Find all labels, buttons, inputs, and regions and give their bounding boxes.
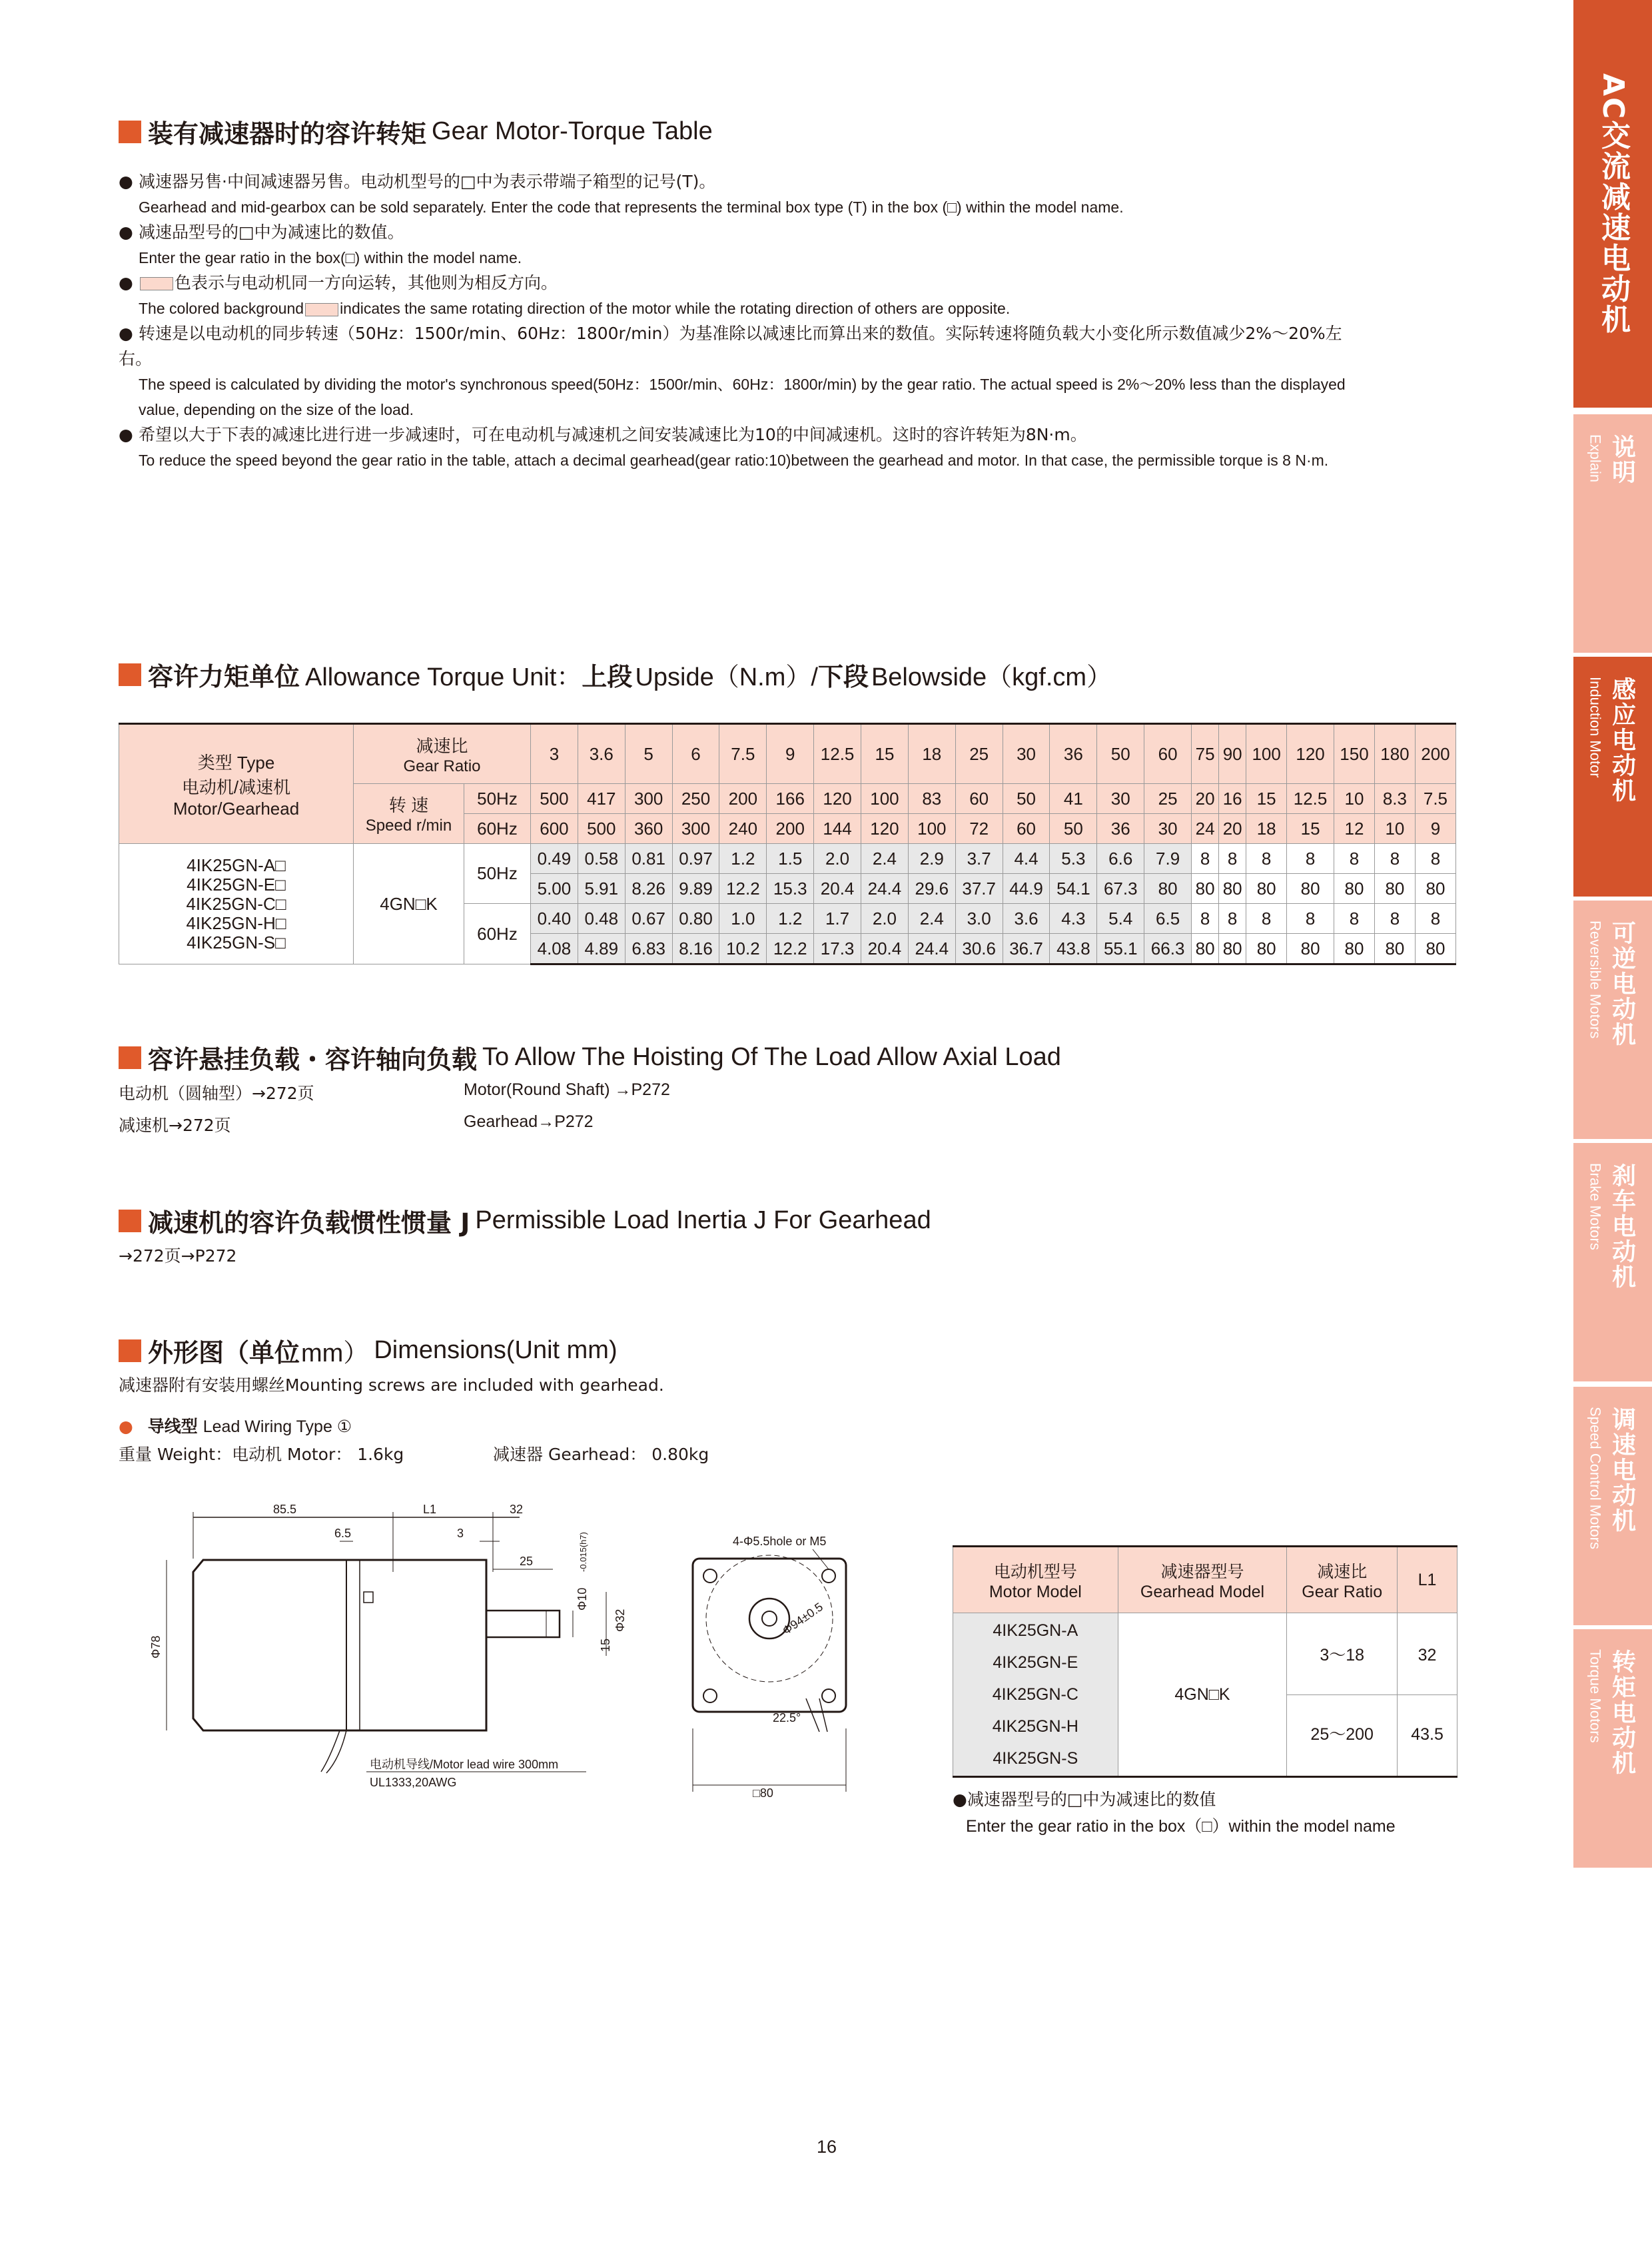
note-3-en: The colored background indicates the same rotating direction of the motor while the rotating direction of others are opposite. xyxy=(139,300,1011,317)
torque-60-nm-cell: 4.3 xyxy=(1050,904,1097,934)
torque-60-kgf-cell: 55.1 xyxy=(1097,934,1144,964)
speed-50-cell: 15 xyxy=(1246,784,1287,814)
dim-phi10: Φ10 xyxy=(576,1587,589,1611)
torque-50-nm-cell: 5.3 xyxy=(1050,844,1097,874)
torque-60-kgf-cell: 30.6 xyxy=(955,934,1003,964)
dims-note-en: Enter the gear ratio in the box（□）within the model name xyxy=(966,1817,1396,1836)
hole-label: 4-Φ5.5hole or M5 xyxy=(733,1535,827,1548)
note-1-en: Gearhead and mid-gearbox can be sold separately. Enter the code that represents the terminal box type (T) in the box (□) within the model name. xyxy=(139,198,1124,216)
title-en: Permissible Load Inertia J For Gearhead xyxy=(475,1206,931,1234)
notes-block xyxy=(119,169,1451,473)
torque-50-kgf-cell: 80 xyxy=(1192,874,1219,904)
torque-60-kgf-cell: 6.83 xyxy=(625,934,672,964)
dim-15: 15 xyxy=(599,1638,612,1652)
speed-60-cell: 300 xyxy=(672,814,719,844)
speed-50-cell: 417 xyxy=(578,784,625,814)
ratio-cell: 60 xyxy=(1144,724,1192,784)
speed-50-cell: 100 xyxy=(861,784,909,814)
speed-50-cell: 60 xyxy=(955,784,1003,814)
torque-50-nm-cell: 8 xyxy=(1246,844,1287,874)
side-tab-label-zh: 感应电动机 xyxy=(1608,677,1636,803)
weight-motor: 重量 Weight：电动机 Motor： 1.6kg xyxy=(119,1445,404,1464)
speed-60-cell: 100 xyxy=(908,814,955,844)
torque-60-nm-cell: 8 xyxy=(1219,904,1246,934)
title-marker-icon xyxy=(119,1339,141,1362)
hz60-label: 60Hz xyxy=(464,814,531,844)
ratio-cell: 30 xyxy=(1003,724,1050,784)
speed-60-cell: 360 xyxy=(625,814,672,844)
speed-60-cell: 60 xyxy=(1003,814,1050,844)
side-tab-label-en: Speed Control Motors xyxy=(1587,1407,1604,1549)
dim-25: 25 xyxy=(520,1555,534,1568)
speed-50-cell: 120 xyxy=(814,784,861,814)
note-4-zh: ● 转速是以电动机的同步转速（50Hz：1500r/min、60Hz：1800r/min）为基准除以减速比而算出来的数值。实际转速将随负载大小变化所示数值减少2%～20%左 xyxy=(119,324,1342,343)
torque-60-kgf-cell: 80 xyxy=(1334,934,1375,964)
torque-60-nm-cell: 0.67 xyxy=(625,904,672,934)
section-title-inertia xyxy=(119,1202,931,1239)
speed-60-cell: 500 xyxy=(578,814,625,844)
torque-60-nm-cell: 0.40 xyxy=(531,904,578,934)
speed-60-cell: 600 xyxy=(531,814,578,844)
side-tab-label-zh: 转矩电动机 xyxy=(1608,1649,1636,1776)
col-gearhead-model: 减速器型号 Gearhead Model xyxy=(1118,1547,1287,1613)
torque-60-kgf-cell: 10.2 xyxy=(719,934,767,964)
side-tab-5[interactable] xyxy=(1573,1387,1652,1625)
title-up-zh: 上段 xyxy=(582,662,633,691)
speed-50-cell: 300 xyxy=(625,784,672,814)
note-4-en: The speed is calculated by dividing the motor's synchronous speed(50Hz：1500r/min、60Hz：1800r/min) by the gear ratio. The actual speed is 2%～20% less than the displayed xyxy=(139,376,1346,393)
torque-50-kgf-cell: 80 xyxy=(1287,874,1334,904)
hoist-gear-zh: 减速机→272页 xyxy=(119,1116,231,1135)
torque-60-kgf-cell: 80 xyxy=(1219,934,1246,964)
torque-60-nm-cell: 8 xyxy=(1415,904,1455,934)
side-tab-6[interactable] xyxy=(1573,1629,1652,1868)
torque-60-nm-cell: 3.6 xyxy=(1003,904,1050,934)
speed-50-cell: 30 xyxy=(1097,784,1144,814)
torque-50-kgf-cell: 24.4 xyxy=(861,874,909,904)
torque-50-nm-cell: 1.2 xyxy=(719,844,767,874)
ratio-cell: 75 xyxy=(1192,724,1219,784)
dim-32: 32 xyxy=(510,1503,524,1516)
hoist-motor-en: Motor(Round Shaft) →P272 xyxy=(464,1080,670,1099)
side-tab-label-en: Reversible Motors xyxy=(1587,921,1604,1039)
title-unit: mm） xyxy=(301,1339,369,1367)
dim-phi94: Φ94±0.5 xyxy=(779,1600,826,1638)
section-title-allowance xyxy=(119,656,1112,693)
weight-gearhead: 减速器 Gearhead： 0.80kg xyxy=(493,1445,709,1464)
speed-60-cell: 72 xyxy=(955,814,1003,844)
bullet-icon: ● xyxy=(119,1417,133,1436)
torque-50-kgf-cell: 5.00 xyxy=(531,874,578,904)
title-zh: 容许悬挂负载・容许轴向负载 xyxy=(148,1045,478,1074)
side-tab-label-en: Explain xyxy=(1587,434,1604,483)
ratio-cell: 18 xyxy=(908,724,955,784)
model-dimension-table xyxy=(953,1545,1457,1778)
torque-50-nm-cell: 0.97 xyxy=(672,844,719,874)
note-4-en2: value, depending on the size of the load. xyxy=(139,401,414,418)
torque-50-nm-cell: 1.5 xyxy=(767,844,814,874)
screws-note: 减速器附有安装用螺丝Mounting screws are included with gearhead. xyxy=(119,1375,664,1395)
torque-60-kgf-cell: 80 xyxy=(1374,934,1415,964)
title-down-en: Belowside（kgf.cm） xyxy=(871,663,1112,691)
torque-60-kgf-cell: 8.16 xyxy=(672,934,719,964)
torque-60-kgf-cell: 17.3 xyxy=(814,934,861,964)
torque-50-kgf-cell: 20.4 xyxy=(814,874,861,904)
torque-50-nm-cell: 8 xyxy=(1334,844,1375,874)
ratio-cell: 50 xyxy=(1097,724,1144,784)
torque-50-nm-cell: 0.81 xyxy=(625,844,672,874)
speed-60-cell: 12 xyxy=(1334,814,1375,844)
side-tab-1[interactable] xyxy=(1573,414,1652,653)
speed-50-cell: 50 xyxy=(1003,784,1050,814)
ratio-cell: 12.5 xyxy=(814,724,861,784)
torque-50-kgf-cell: 8.26 xyxy=(625,874,672,904)
torque-50-nm-cell: 8 xyxy=(1287,844,1334,874)
title-zh: 减速机的容许负载惯性惯量 J xyxy=(148,1208,470,1238)
side-tab-label-zh: 刹车电动机 xyxy=(1608,1163,1636,1290)
ratio-header: 减速比 Gear Ratio xyxy=(354,724,531,784)
speed-60-cell: 15 xyxy=(1287,814,1334,844)
torque-50-kgf-cell: 80 xyxy=(1334,874,1375,904)
torque-50-nm-cell: 7.9 xyxy=(1144,844,1192,874)
side-tab-4[interactable] xyxy=(1573,1143,1652,1381)
type-header: 类型 Type 电动机/减速机 Motor/Gearhead xyxy=(119,724,354,844)
title-marker-icon xyxy=(119,1210,141,1232)
torque-60-kgf-cell: 80 xyxy=(1246,934,1287,964)
torque-60-nm-cell: 8 xyxy=(1246,904,1287,934)
speed-60-cell: 240 xyxy=(719,814,767,844)
torque-50-kgf-cell: 15.3 xyxy=(767,874,814,904)
section-title-torque xyxy=(119,113,713,150)
torque-50-nm-cell: 2.9 xyxy=(908,844,955,874)
ratio-cell: 36 xyxy=(1050,724,1097,784)
speed-50-cell: 7.5 xyxy=(1415,784,1455,814)
torque-60-kgf-cell: 20.4 xyxy=(861,934,909,964)
torque-60-kgf-cell: 36.7 xyxy=(1003,934,1050,964)
l1-cells xyxy=(1398,1613,1457,1777)
speed-50-cell: 41 xyxy=(1050,784,1097,814)
note-1-zh: ● 减速器另售·中间减速器另售。电动机型号的□中为表示带端子箱型的记号(T)。 xyxy=(119,172,716,191)
title-zh: 装有减速器时的容许转矩 xyxy=(148,119,427,149)
torque-table xyxy=(119,723,1456,965)
title-en: Gear Motor-Torque Table xyxy=(432,117,713,145)
speed-50-cell: 12.5 xyxy=(1287,784,1334,814)
speed-50-cell: 10 xyxy=(1334,784,1375,814)
dim-6-5: 6.5 xyxy=(334,1527,352,1540)
torque-50-nm-cell: 2.4 xyxy=(861,844,909,874)
torque-50-kgf-cell: 54.1 xyxy=(1050,874,1097,904)
hz60-label: 60Hz xyxy=(464,904,531,964)
dim-sq80: □80 xyxy=(753,1786,773,1800)
torque-50-nm-cell: 6.6 xyxy=(1097,844,1144,874)
section-title-hoist xyxy=(119,1039,1061,1076)
note-2-en: Enter the gear ratio in the box(□) within the model name. xyxy=(139,249,522,266)
col-motor-model: 电动机型号 Motor Model xyxy=(953,1547,1118,1613)
title-marker-icon xyxy=(119,1046,141,1069)
color-swatch-icon xyxy=(305,303,338,316)
color-swatch-icon xyxy=(140,277,173,290)
ul-label: UL1333,20AWG xyxy=(370,1776,457,1789)
side-tab-label-en: Brake Motors xyxy=(1587,1163,1604,1250)
speed-50-cell: 200 xyxy=(719,784,767,814)
ratio-cell: 120 xyxy=(1287,724,1334,784)
ratio-range-1: 3～18 xyxy=(1287,1616,1397,1695)
torque-50-nm-cell: 8 xyxy=(1219,844,1246,874)
speed-60-cell: 120 xyxy=(861,814,909,844)
speed-60-cell: 24 xyxy=(1192,814,1219,844)
note-5-en: To reduce the speed beyond the gear ratio in the table, attach a decimal gearhead(gear ratio:10)between the gearhead and motor. In that case, the permissible torque is 8 N·m. xyxy=(139,452,1329,469)
side-tab-label-en: Torque Motors xyxy=(1587,1649,1604,1743)
speed-50-cell: 83 xyxy=(908,784,955,814)
title-en: To Allow The Hoisting Of The Load Allow Axial Load xyxy=(482,1043,1061,1071)
torque-50-nm-cell: 8 xyxy=(1374,844,1415,874)
title-zh: 外形图（单位 xyxy=(148,1338,300,1367)
torque-60-nm-cell: 8 xyxy=(1334,904,1375,934)
gearhead-cell: 4GN□K xyxy=(354,844,464,964)
torque-60-kgf-cell: 80 xyxy=(1192,934,1219,964)
torque-50-kgf-cell: 80 xyxy=(1144,874,1192,904)
dim-phi32: Φ32 xyxy=(614,1609,627,1632)
side-tab-label-zh: 说明 xyxy=(1608,434,1636,485)
inertia-ref: →272页→P272 xyxy=(119,1246,237,1266)
speed-60-cell: 36 xyxy=(1097,814,1144,844)
title-marker-icon xyxy=(119,663,141,686)
shaft xyxy=(486,1611,560,1637)
speed-60-cell: 144 xyxy=(814,814,861,844)
torque-60-nm-cell: 3.0 xyxy=(955,904,1003,934)
col-gear-ratio: 减速比 Gear Ratio xyxy=(1287,1547,1398,1613)
torque-60-nm-cell: 1.0 xyxy=(719,904,767,934)
torque-60-nm-cell: 2.4 xyxy=(908,904,955,934)
side-tab-label-zh: 可逆电动机 xyxy=(1608,921,1636,1047)
ratio-cell: 150 xyxy=(1334,724,1375,784)
speed-50-cell: 500 xyxy=(531,784,578,814)
ratio-cell: 90 xyxy=(1219,724,1246,784)
title-en: Allowance Torque Unit： xyxy=(305,663,582,691)
dim-85-5: 85.5 xyxy=(273,1503,297,1516)
torque-50-nm-cell: 8 xyxy=(1192,844,1219,874)
wiring-type: ● 导线型 Lead Wiring Type ① xyxy=(119,1417,352,1436)
ratio-range-2: 25～200 xyxy=(1310,1724,1374,1744)
dimension-drawing xyxy=(147,1499,879,1812)
ratio-cell: 100 xyxy=(1246,724,1287,784)
torque-60-nm-cell: 8 xyxy=(1374,904,1415,934)
ratio-cell: 9 xyxy=(767,724,814,784)
hz50-label: 50Hz xyxy=(464,784,531,814)
torque-50-nm-cell: 0.49 xyxy=(531,844,578,874)
l1-value-1: 32 xyxy=(1398,1616,1457,1695)
torque-50-nm-cell: 0.58 xyxy=(578,844,625,874)
torque-60-kgf-cell: 43.8 xyxy=(1050,934,1097,964)
note-3-zh: ● 色表示与电动机同一方向运转，其他则为相反方向。 xyxy=(119,273,558,292)
dims-note-zh: ●减速器型号的□中为减速比的数值 xyxy=(953,1790,1216,1809)
dim-l1: L1 xyxy=(423,1503,437,1516)
dim-22-5: 22.5° xyxy=(773,1711,801,1724)
dim-3: 3 xyxy=(457,1527,464,1540)
torque-50-kgf-cell: 29.6 xyxy=(908,874,955,904)
lead-wire-label: 电动机导线/Motor lead wire 300mm xyxy=(370,1758,559,1771)
torque-60-nm-cell: 0.48 xyxy=(578,904,625,934)
torque-60-kgf-cell: 80 xyxy=(1415,934,1455,964)
ratio-cell: 200 xyxy=(1415,724,1455,784)
speed-50-cell: 166 xyxy=(767,784,814,814)
speed-60-cell: 50 xyxy=(1050,814,1097,844)
note-4-zh2: 右。 xyxy=(119,349,153,368)
section-title-dimensions xyxy=(119,1332,618,1369)
title-zh: 容许力矩单位 xyxy=(148,662,300,691)
side-tab-2[interactable] xyxy=(1573,657,1652,897)
ratio-cell: 180 xyxy=(1374,724,1415,784)
torque-50-kgf-cell: 80 xyxy=(1415,874,1455,904)
torque-50-kgf-cell: 80 xyxy=(1374,874,1415,904)
speed-60-cell: 10 xyxy=(1374,814,1415,844)
torque-60-nm-cell: 1.2 xyxy=(767,904,814,934)
ratio-cell: 25 xyxy=(955,724,1003,784)
torque-60-kgf-cell: 66.3 xyxy=(1144,934,1192,964)
ratio-cell: 15 xyxy=(861,724,909,784)
torque-60-kgf-cell: 24.4 xyxy=(908,934,955,964)
ratio-cell: 3.6 xyxy=(578,724,625,784)
torque-50-nm-cell: 8 xyxy=(1415,844,1455,874)
note-5-zh: ● 希望以大于下表的减速比进行进一步减速时，可在电动机与减速机之间安装减速比为10的中间减速机。这时的容许转矩为8N·m。 xyxy=(119,425,1087,444)
speed-50-cell: 25 xyxy=(1144,784,1192,814)
ratio-cells xyxy=(1287,1613,1398,1777)
side-tab-3[interactable] xyxy=(1573,901,1652,1139)
torque-50-nm-cell: 2.0 xyxy=(814,844,861,874)
l1-value-2: 43.5 xyxy=(1411,1724,1444,1744)
note-2-zh: ● 减速品型号的□中为减速比的数值。 xyxy=(119,222,404,242)
speed-60-cell: 18 xyxy=(1246,814,1287,844)
speed-50-cell: 250 xyxy=(672,784,719,814)
title-en: Dimensions(Unit mm) xyxy=(374,1336,618,1364)
torque-60-kgf-cell: 80 xyxy=(1287,934,1334,964)
speed-60-cell: 200 xyxy=(767,814,814,844)
hz50-label: 50Hz xyxy=(464,844,531,904)
front-view xyxy=(693,1559,846,1712)
speed-50-cell: 16 xyxy=(1219,784,1246,814)
model-list: 4IK25GN-A 4IK25GN-E 4IK25GN-C 4IK25GN-H 4IK25GN-S xyxy=(953,1613,1118,1777)
speed-50-cell: 8.3 xyxy=(1374,784,1415,814)
torque-60-nm-cell: 2.0 xyxy=(861,904,909,934)
dim-h7: -0.015(h7) xyxy=(578,1532,588,1572)
title-up-en: Upside（N.m）/ xyxy=(635,663,818,691)
ratio-cell: 5 xyxy=(625,724,672,784)
torque-60-nm-cell: 1.7 xyxy=(814,904,861,934)
torque-50-kgf-cell: 67.3 xyxy=(1097,874,1144,904)
torque-50-kgf-cell: 37.7 xyxy=(955,874,1003,904)
torque-50-kgf-cell: 5.91 xyxy=(578,874,625,904)
torque-50-kgf-cell: 80 xyxy=(1246,874,1287,904)
side-tab-label-zh: 调速电动机 xyxy=(1608,1407,1636,1533)
torque-50-kgf-cell: 80 xyxy=(1219,874,1246,904)
torque-60-kgf-cell: 4.89 xyxy=(578,934,625,964)
torque-60-kgf-cell: 4.08 xyxy=(531,934,578,964)
side-tab-0[interactable] xyxy=(1573,0,1652,408)
torque-50-nm-cell: 3.7 xyxy=(955,844,1003,874)
hoist-motor-zh: 电动机（圆轴型）→272页 xyxy=(119,1084,314,1103)
speed-header: 转 速 Speed r/min xyxy=(354,784,464,844)
side-tab-label-zh: AC交流减速电动机 xyxy=(1596,73,1630,335)
title-down-zh: 下段 xyxy=(817,662,869,691)
torque-60-nm-cell: 8 xyxy=(1287,904,1334,934)
torque-60-nm-cell: 6.5 xyxy=(1144,904,1192,934)
ratio-cell: 3 xyxy=(531,724,578,784)
speed-60-cell: 20 xyxy=(1219,814,1246,844)
col-l1: L1 xyxy=(1398,1547,1457,1613)
dim-phi78: Φ78 xyxy=(149,1635,163,1659)
hoist-gear-en: Gearhead→P272 xyxy=(464,1112,594,1131)
torque-60-nm-cell: 0.80 xyxy=(672,904,719,934)
torque-50-kgf-cell: 44.9 xyxy=(1003,874,1050,904)
model-list-cell: 4IK25GN-A□ 4IK25GN-E□ 4IK25GN-C□ 4IK25GN-H□ 4IK25GN-S□ xyxy=(119,844,354,964)
ratio-cell: 7.5 xyxy=(719,724,767,784)
torque-50-kgf-cell: 12.2 xyxy=(719,874,767,904)
side-tab-label-en: Induction Motor xyxy=(1587,677,1604,778)
torque-60-nm-cell: 8 xyxy=(1192,904,1219,934)
torque-60-kgf-cell: 12.2 xyxy=(767,934,814,964)
torque-50-kgf-cell: 9.89 xyxy=(672,874,719,904)
motor-body xyxy=(193,1560,486,1730)
ratio-cell: 6 xyxy=(672,724,719,784)
speed-60-cell: 9 xyxy=(1415,814,1455,844)
gearhead-cell: 4GN□K xyxy=(1118,1613,1287,1777)
page-number: 16 xyxy=(817,2137,837,2157)
speed-50-cell: 20 xyxy=(1192,784,1219,814)
title-marker-icon xyxy=(119,121,141,143)
speed-60-cell: 30 xyxy=(1144,814,1192,844)
torque-50-nm-cell: 4.4 xyxy=(1003,844,1050,874)
torque-60-nm-cell: 5.4 xyxy=(1097,904,1144,934)
